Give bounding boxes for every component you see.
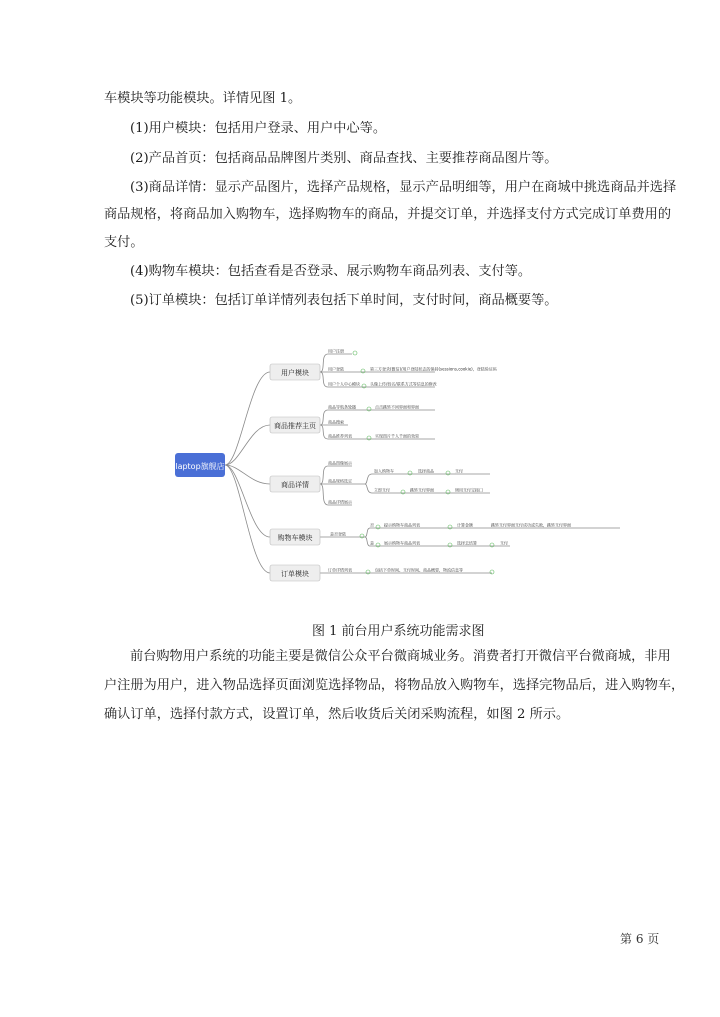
expand-icon bbox=[353, 351, 357, 355]
paragraph-bottom-3: 确认订单，选择付款方式，设置订单，然后收货后关闭采购流程，如图 2 所示。 bbox=[104, 707, 570, 722]
leaf-label: 商品导航条轮播 bbox=[328, 404, 356, 410]
expand-icon bbox=[490, 570, 494, 574]
leaf-label: 包括下单时间、支付时间、商品概要，物流信息等 bbox=[375, 567, 463, 573]
branch-label: 用户模块 bbox=[281, 369, 309, 377]
figure-caption: 图 1 前台用户系统功能需求图 bbox=[312, 624, 485, 639]
paragraph-bottom-1: 前台购物用户系统的功能主要是微信公众平台微商城业务。消费者打开微信平台微商城，非用 bbox=[130, 649, 671, 664]
leaf-label: 用户登陆 bbox=[328, 366, 344, 372]
expand-icon bbox=[360, 534, 364, 538]
leaf-label: 加入购物车 bbox=[374, 468, 394, 474]
paragraph-line-1: 车模块等功能模块。详情见图 1。 bbox=[104, 91, 302, 106]
mindmap-figure bbox=[170, 345, 571, 585]
mindmap-branch-cart bbox=[270, 522, 571, 548]
mindmap-branch-home bbox=[270, 404, 419, 441]
expand-icon bbox=[376, 525, 380, 529]
leaf-label: 是 bbox=[370, 540, 374, 546]
mindmap-branch-detail bbox=[270, 460, 483, 505]
branch-label: 商品推荐主页 bbox=[274, 422, 316, 430]
expand-icon bbox=[376, 543, 380, 547]
leaf-label: 是否登陆 bbox=[330, 531, 346, 537]
leaf-label: 用户个人中心模块 bbox=[328, 381, 360, 387]
paragraph-bottom-2: 户注册为用户，进入物品选择页面浏览选择物品，将物品放入购物车，选择完物品后，进入购物车， bbox=[104, 678, 685, 693]
paragraph-line-2: (1)用户模块：包括用户登录、用户中心等。 bbox=[130, 121, 387, 136]
leaf-label: 用户注册 bbox=[328, 348, 344, 354]
branch-label: 商品详情 bbox=[281, 481, 309, 489]
leaf-label: 跳转支付界面 bbox=[410, 487, 434, 493]
leaf-label: 商品搜索 bbox=[328, 419, 344, 425]
leaf-label: 展示购物车商品列表 bbox=[384, 540, 420, 546]
paragraph-line-3: (2)产品首页：包括商品品牌图片类别、商品查找、主要推荐商品图片等。 bbox=[130, 151, 558, 166]
leaf-label: 否 bbox=[370, 522, 374, 528]
leaf-label: 提示购物车商品列表 bbox=[384, 522, 420, 528]
leaf-label: 跳转支付界面支付成功或失败，跳转支付界面 bbox=[491, 522, 571, 528]
expand-icon bbox=[490, 543, 494, 547]
leaf-label: 立即支付 bbox=[374, 487, 390, 493]
leaf-label: 支付 bbox=[455, 468, 463, 474]
leaf-label: 调用支付宝接口 bbox=[455, 487, 483, 493]
leaf-label: 计算金额 bbox=[457, 522, 473, 528]
leaf-label: 实现图片千人千面的效果 bbox=[375, 433, 419, 439]
page-number: 第 6 页 bbox=[620, 932, 660, 946]
branch-label: 购物车模块 bbox=[277, 534, 313, 542]
expand-icon bbox=[448, 525, 452, 529]
leaf-label: 点击跳转不同界面和界面 bbox=[375, 404, 419, 410]
branch-label: 订单模块 bbox=[281, 570, 309, 578]
paragraph-line-5: 商品规格，将商品加入购物车，选择购物车的商品，并提交订单，并选择支付方式完成订单费用的 bbox=[104, 207, 672, 222]
leaf-label: 第三方登录(微信)/用户登陆状态的保持(sessions,cookie)，登陆验证码 bbox=[370, 366, 497, 372]
leaf-label: 商品详情展示 bbox=[328, 499, 352, 505]
leaf-label: 支付 bbox=[500, 540, 508, 546]
leaf-label: 选择去结算 bbox=[457, 540, 477, 546]
leaf-label: 商品图像展示 bbox=[328, 460, 352, 466]
leaf-label: 选择商品 bbox=[418, 468, 434, 474]
leaf-label: 头像上传/姓名/联系方式等信息的修改 bbox=[370, 381, 437, 387]
paragraph-line-6: 支付。 bbox=[104, 235, 144, 250]
leaf-label: 订单详情列表 bbox=[328, 567, 352, 573]
leaf-label: 商品规格选定 bbox=[328, 478, 352, 484]
paragraph-line-8: (5)订单模块：包括订单详情列表包括下单时间，支付时间，商品概要等。 bbox=[130, 293, 558, 308]
expand-icon bbox=[366, 570, 370, 574]
paragraph-line-7: (4)购物车模块：包括查看是否登录、展示购物车商品列表、支付等。 bbox=[130, 264, 532, 279]
mindmap-root-label: laptop旗舰店 bbox=[175, 462, 225, 471]
mindmap-branch-user bbox=[270, 348, 497, 389]
leaf-label: 商品推荐列表 bbox=[328, 433, 352, 439]
expand-icon bbox=[448, 543, 452, 547]
paragraph-line-4: (3)商品详情：显示产品图片，选择产品规格，显示产品明细等，用户在商城中挑选商品并选择 bbox=[130, 180, 677, 195]
